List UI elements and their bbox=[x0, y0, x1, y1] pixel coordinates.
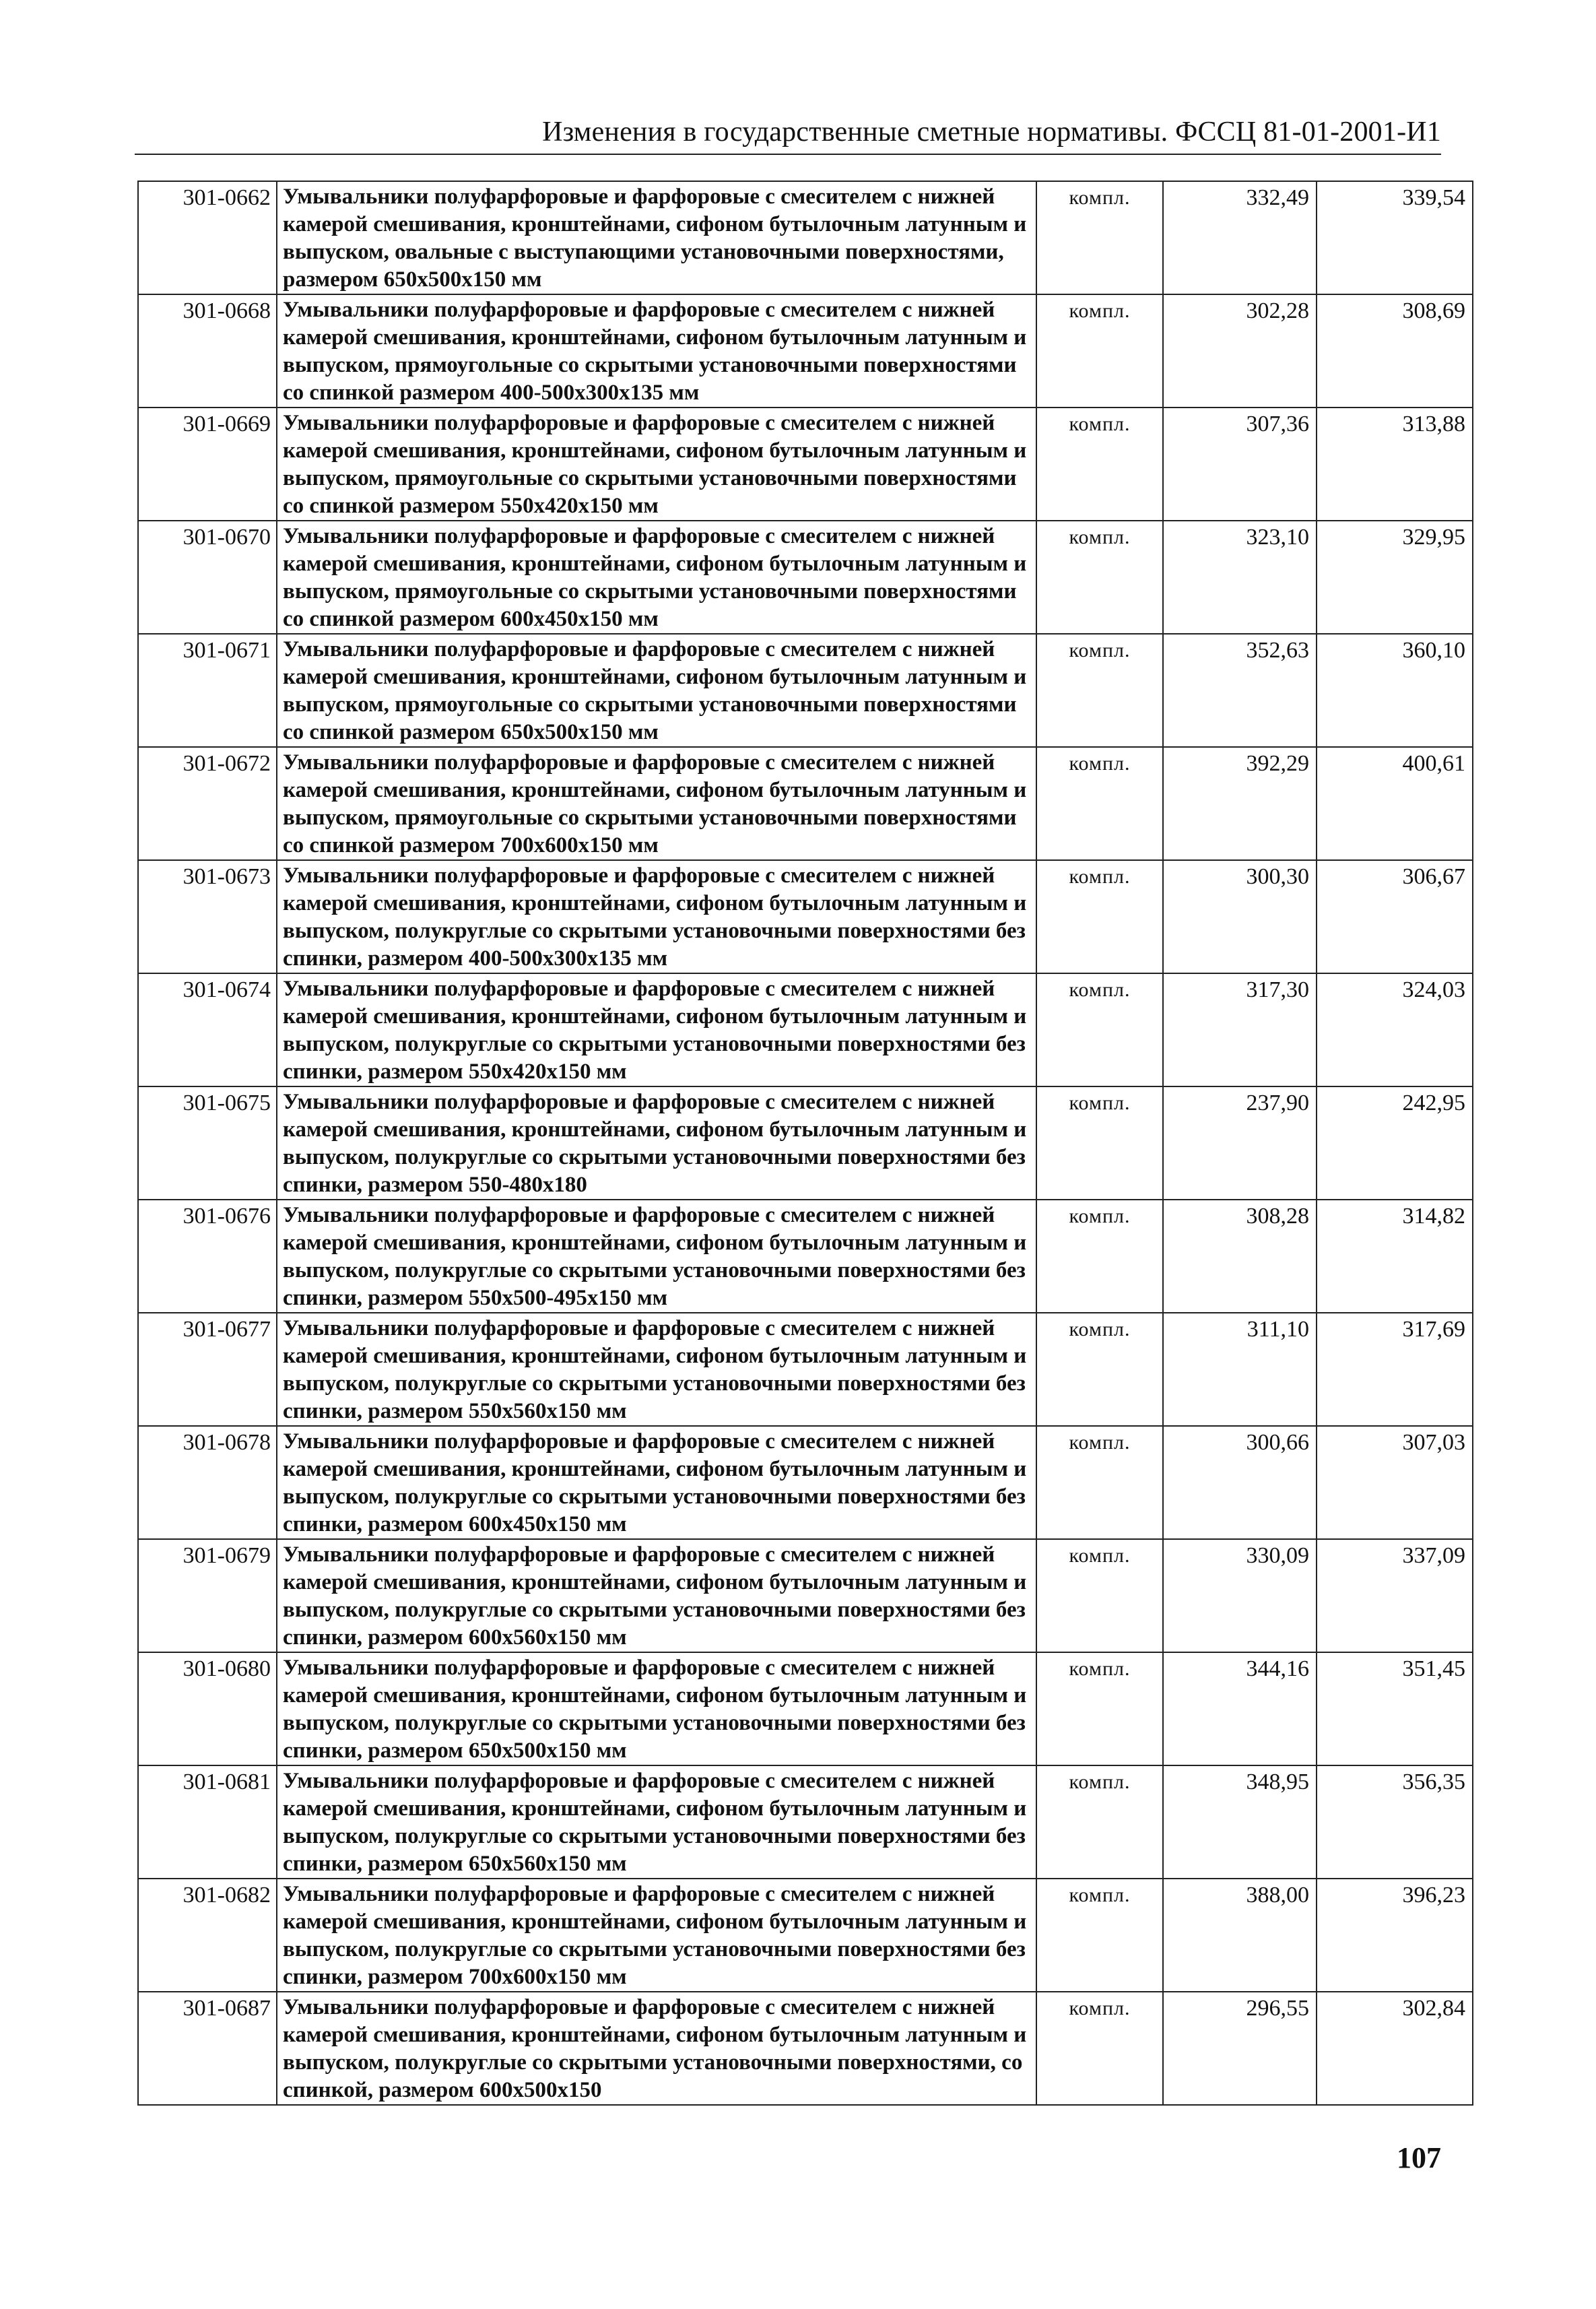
item-price-1: 308,28 bbox=[1163, 1200, 1317, 1313]
item-code: 301-0676 bbox=[138, 1200, 277, 1313]
item-unit: компл. bbox=[1036, 1200, 1163, 1313]
item-price-2: 324,03 bbox=[1317, 973, 1473, 1086]
page-header: Изменения в государственные сметные нормативы. ФССЦ 81-01-2001-И1 bbox=[135, 113, 1441, 155]
item-price-1: 300,30 bbox=[1163, 860, 1317, 973]
item-price-2: 308,69 bbox=[1317, 294, 1473, 408]
item-price-2: 302,84 bbox=[1317, 1992, 1473, 2105]
item-description: Умывальники полуфарфоровые и фарфоровые с смесителем с нижней камерой смешивания, кронштейнами, сифоном бутылочным латунным и выпуском, полукруглые со скрытыми установочными поверхностями, со спинкой, размером 600х500х150 bbox=[277, 1992, 1036, 2105]
item-unit: компл. bbox=[1036, 181, 1163, 294]
item-code: 301-0668 bbox=[138, 294, 277, 408]
item-price-2: 339,54 bbox=[1317, 181, 1473, 294]
item-unit: компл. bbox=[1036, 521, 1163, 634]
table-row bbox=[138, 1765, 1473, 1879]
table-row bbox=[138, 634, 1473, 747]
item-price-1: 352,63 bbox=[1163, 634, 1317, 747]
item-price-1: 344,16 bbox=[1163, 1652, 1317, 1765]
item-price-2: 242,95 bbox=[1317, 1086, 1473, 1200]
table-row bbox=[138, 1992, 1473, 2105]
table-row bbox=[138, 1200, 1473, 1313]
table-row bbox=[138, 408, 1473, 521]
item-unit: компл. bbox=[1036, 1652, 1163, 1765]
item-description: Умывальники полуфарфоровые и фарфоровые с смесителем с нижней камерой смешивания, кронштейнами, сифоном бутылочным латунным и выпуском, полукруглые со скрытыми установочными поверхностями без спинки, размером 550-480х180 bbox=[277, 1086, 1036, 1200]
item-price-2: 360,10 bbox=[1317, 634, 1473, 747]
item-description: Умывальники полуфарфоровые и фарфоровые с смесителем с нижней камерой смешивания, кронштейнами, сифоном бутылочным латунным и выпуском, прямоугольные со скрытыми установочными поверхностями со спинкой размером 550х420х150 мм bbox=[277, 408, 1036, 521]
item-description: Умывальники полуфарфоровые и фарфоровые с смесителем с нижней камерой смешивания, кронштейнами, сифоном бутылочным латунным и выпуском, прямоугольные со скрытыми установочными поверхностями со спинкой размером 400-500х300х135 мм bbox=[277, 294, 1036, 408]
item-description: Умывальники полуфарфоровые и фарфоровые с смесителем с нижней камерой смешивания, кронштейнами, сифоном бутылочным латунным и выпуском, полукруглые со скрытыми установочными поверхностями без спинки, размером 650х500х150 мм bbox=[277, 1652, 1036, 1765]
item-unit: компл. bbox=[1036, 1313, 1163, 1426]
table-row bbox=[138, 1652, 1473, 1765]
item-price-2: 314,82 bbox=[1317, 1200, 1473, 1313]
item-price-2: 313,88 bbox=[1317, 408, 1473, 521]
item-price-1: 296,55 bbox=[1163, 1992, 1317, 2105]
item-description: Умывальники полуфарфоровые и фарфоровые с смесителем с нижней камерой смешивания, кронштейнами, сифоном бутылочным латунным и выпуском, полукруглые со скрытыми установочными поверхностями без спинки, размером 550х420х150 мм bbox=[277, 973, 1036, 1086]
item-description: Умывальники полуфарфоровые и фарфоровые с смесителем с нижней камерой смешивания, кронштейнами, сифоном бутылочным латунным и выпуском, полукруглые со скрытыми установочными поверхностями без спинки, размером 600х450х150 мм bbox=[277, 1426, 1036, 1539]
table-row bbox=[138, 1539, 1473, 1652]
item-price-1: 302,28 bbox=[1163, 294, 1317, 408]
item-code: 301-0674 bbox=[138, 973, 277, 1086]
item-unit: компл. bbox=[1036, 1879, 1163, 1992]
item-unit: компл. bbox=[1036, 1086, 1163, 1200]
item-price-2: 306,67 bbox=[1317, 860, 1473, 973]
item-code: 301-0682 bbox=[138, 1879, 277, 1992]
price-table bbox=[137, 181, 1473, 2106]
item-price-1: 311,10 bbox=[1163, 1313, 1317, 1426]
item-price-2: 307,03 bbox=[1317, 1426, 1473, 1539]
item-description: Умывальники полуфарфоровые и фарфоровые с смесителем с нижней камерой смешивания, кронштейнами, сифоном бутылочным латунным и выпуском, прямоугольные со скрытыми установочными поверхностями со спинкой размером 650х500х150 мм bbox=[277, 634, 1036, 747]
item-unit: компл. bbox=[1036, 408, 1163, 521]
table-row bbox=[138, 1086, 1473, 1200]
item-code: 301-0671 bbox=[138, 634, 277, 747]
table-row bbox=[138, 973, 1473, 1086]
item-unit: компл. bbox=[1036, 1992, 1163, 2105]
item-code: 301-0681 bbox=[138, 1765, 277, 1879]
item-price-1: 300,66 bbox=[1163, 1426, 1317, 1539]
item-unit: компл. bbox=[1036, 634, 1163, 747]
table-row bbox=[138, 181, 1473, 294]
table-row bbox=[138, 294, 1473, 408]
item-price-2: 351,45 bbox=[1317, 1652, 1473, 1765]
item-description: Умывальники полуфарфоровые и фарфоровые с смесителем с нижней камерой смешивания, кронштейнами, сифоном бутылочным латунным и выпуском, полукруглые со скрытыми установочными поверхностями без спинки, размером 550х500-495х150 мм bbox=[277, 1200, 1036, 1313]
item-unit: компл. bbox=[1036, 1539, 1163, 1652]
item-price-1: 388,00 bbox=[1163, 1879, 1317, 1992]
item-code: 301-0675 bbox=[138, 1086, 277, 1200]
item-code: 301-0677 bbox=[138, 1313, 277, 1426]
item-description: Умывальники полуфарфоровые и фарфоровые с смесителем с нижней камерой смешивания, кронштейнами, сифоном бутылочным латунным и выпуском, полукруглые со скрытыми установочными поверхностями без спинки, размером 400-500х300х135 мм bbox=[277, 860, 1036, 973]
table-row bbox=[138, 860, 1473, 973]
item-code: 301-0669 bbox=[138, 408, 277, 521]
table-row bbox=[138, 747, 1473, 860]
item-code: 301-0687 bbox=[138, 1992, 277, 2105]
item-price-2: 396,23 bbox=[1317, 1879, 1473, 1992]
item-price-1: 307,36 bbox=[1163, 408, 1317, 521]
table-row bbox=[138, 1426, 1473, 1539]
item-description: Умывальники полуфарфоровые и фарфоровые с смесителем с нижней камерой смешивания, кронштейнами, сифоном бутылочным латунным и выпуском, прямоугольные со скрытыми установочными поверхностями со спинкой размером 600х450х150 мм bbox=[277, 521, 1036, 634]
item-unit: компл. bbox=[1036, 860, 1163, 973]
item-description: Умывальники полуфарфоровые и фарфоровые с смесителем с нижней камерой смешивания, кронштейнами, сифоном бутылочным латунным и выпуском, полукруглые со скрытыми установочными поверхностями без спинки, размером 700х600х150 мм bbox=[277, 1879, 1036, 1992]
item-price-1: 392,29 bbox=[1163, 747, 1317, 860]
item-price-2: 329,95 bbox=[1317, 521, 1473, 634]
item-code: 301-0678 bbox=[138, 1426, 277, 1539]
item-price-1: 330,09 bbox=[1163, 1539, 1317, 1652]
page-number: 107 bbox=[1397, 2141, 1441, 2174]
item-price-2: 356,35 bbox=[1317, 1765, 1473, 1879]
item-description: Умывальники полуфарфоровые и фарфоровые с смесителем с нижней камерой смешивания, кронштейнами, сифоном бутылочным латунным и выпуском, полукруглые со скрытыми установочными поверхностями без спинки, размером 650х560х150 мм bbox=[277, 1765, 1036, 1879]
item-description: Умывальники полуфарфоровые и фарфоровые с смесителем с нижней камерой смешивания, кронштейнами, сифоном бутылочным латунным и выпуском, полукруглые со скрытыми установочными поверхностями без спинки, размером 550х560х150 мм bbox=[277, 1313, 1036, 1426]
table-row bbox=[138, 1879, 1473, 1992]
item-unit: компл. bbox=[1036, 973, 1163, 1086]
item-unit: компл. bbox=[1036, 1426, 1163, 1539]
item-price-1: 237,90 bbox=[1163, 1086, 1317, 1200]
table-row bbox=[138, 1313, 1473, 1426]
item-unit: компл. bbox=[1036, 294, 1163, 408]
item-description: Умывальники полуфарфоровые и фарфоровые с смесителем с нижней камерой смешивания, кронштейнами, сифоном бутылочным латунным и выпуском, полукруглые со скрытыми установочными поверхностями без спинки, размером 600х560х150 мм bbox=[277, 1539, 1036, 1652]
item-price-2: 400,61 bbox=[1317, 747, 1473, 860]
item-description: Умывальники полуфарфоровые и фарфоровые с смесителем с нижней камерой смешивания, кронштейнами, сифоном бутылочным латунным и выпуском, прямоугольные со скрытыми установочными поверхностями со спинкой размером 700х600х150 мм bbox=[277, 747, 1036, 860]
item-code: 301-0680 bbox=[138, 1652, 277, 1765]
item-price-1: 323,10 bbox=[1163, 521, 1317, 634]
item-price-2: 317,69 bbox=[1317, 1313, 1473, 1426]
item-price-1: 332,49 bbox=[1163, 181, 1317, 294]
item-price-1: 348,95 bbox=[1163, 1765, 1317, 1879]
item-code: 301-0679 bbox=[138, 1539, 277, 1652]
price-table-body bbox=[138, 181, 1473, 2105]
item-price-2: 337,09 bbox=[1317, 1539, 1473, 1652]
item-description: Умывальники полуфарфоровые и фарфоровые с смесителем с нижней камерой смешивания, кронштейнами, сифоном бутылочным латунным и выпуском, овальные с выступающими установочными поверхностями, размером 650х500х150 мм bbox=[277, 181, 1036, 294]
item-code: 301-0670 bbox=[138, 521, 277, 634]
table-row bbox=[138, 521, 1473, 634]
item-code: 301-0672 bbox=[138, 747, 277, 860]
item-unit: компл. bbox=[1036, 747, 1163, 860]
item-price-1: 317,30 bbox=[1163, 973, 1317, 1086]
item-code: 301-0662 bbox=[138, 181, 277, 294]
item-unit: компл. bbox=[1036, 1765, 1163, 1879]
item-code: 301-0673 bbox=[138, 860, 277, 973]
